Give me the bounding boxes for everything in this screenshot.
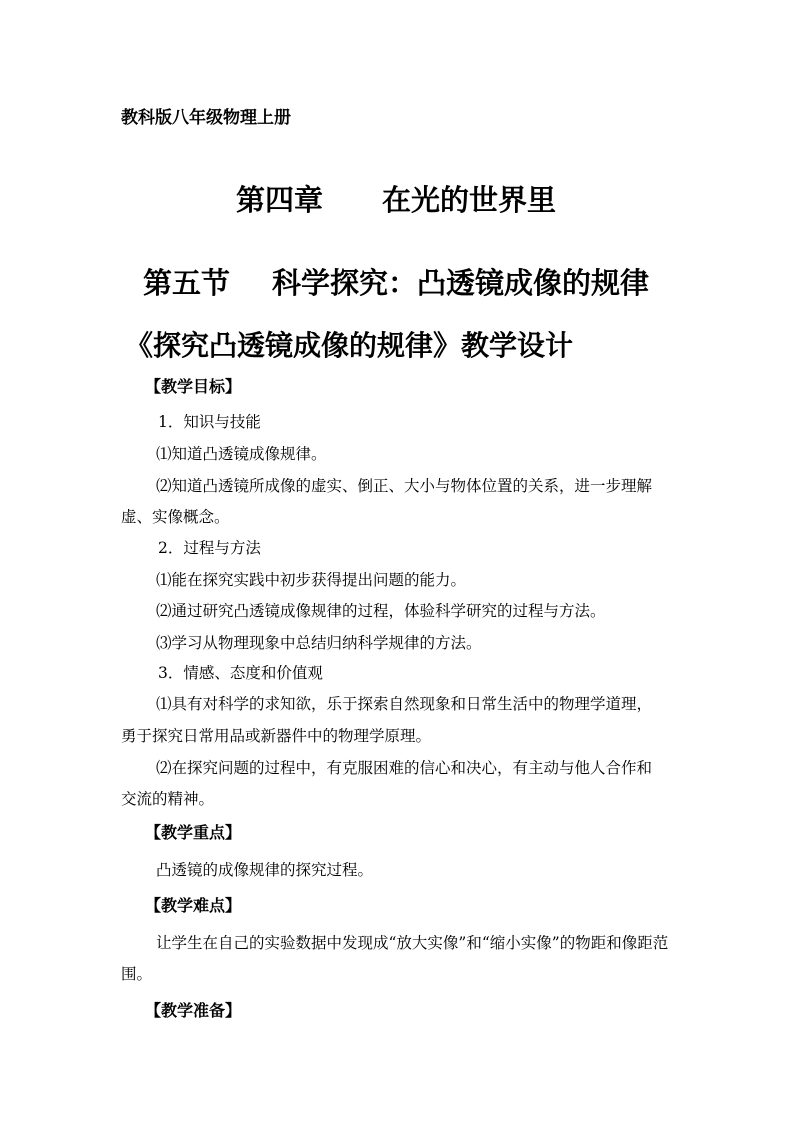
objective-process: 2．过程与方法 <box>158 539 261 557</box>
objective-line: 交流的精神。 <box>121 790 215 808</box>
objective-line: ⑴知道凸透镜成像规律。 <box>156 445 327 463</box>
design-title: 《探究凸透镜成像的规律》教学设计 <box>125 329 574 362</box>
objective-line: ⑵知道凸透镜所成像的虚实、倒正、大小与物体位置的关系，进一步理解 <box>156 477 653 495</box>
key-points-heading: 【教学重点】 <box>145 823 242 842</box>
chapter-number: 第四章 <box>236 183 324 217</box>
difficulties-text: 让学生在自己的实验数据中发现成“放大实像”和“缩小实像”的物距和像距范 <box>156 934 669 952</box>
chapter-title: 在光的世界里 <box>382 183 557 217</box>
difficulties-heading: 【教学难点】 <box>145 896 242 915</box>
objective-attitude: 3．情感、态度和价值观 <box>158 664 323 682</box>
section-title: 科学探究：凸透镜成像的规律 <box>272 266 650 300</box>
key-points-text: 凸透镜的成像规律的探究过程。 <box>156 861 374 879</box>
preparation-heading: 【教学准备】 <box>145 1001 242 1020</box>
difficulties-text: 围。 <box>121 965 153 983</box>
objective-line: ⑶学习从物理现象中总结归纳科学规律的方法。 <box>156 634 482 652</box>
book-title: 教科版八年级物理上册 <box>121 108 291 128</box>
objectives-heading: 【教学目标】 <box>145 377 242 396</box>
objective-line: 勇于探究日常用品或新器件中的物理学原理。 <box>121 727 432 745</box>
objective-line: ⑴具有对科学的求知欲，乐于探索自然现象和日常生活中的物理学道理， <box>156 695 653 713</box>
section-number: 第五节 <box>143 266 231 300</box>
objective-line: 虚、实像概念。 <box>121 508 230 526</box>
objective-line: ⑴能在探究实践中初步获得提出问题的能力。 <box>156 571 467 589</box>
objective-line: ⑵通过研究凸透镜成像规律的过程，体验科学研究的过程与方法。 <box>156 602 606 620</box>
objective-line: ⑵在探究问题的过程中，有克服困难的信心和决心，有主动与他人合作和 <box>156 759 653 777</box>
objective-knowledge: 1．知识与技能 <box>158 413 261 431</box>
